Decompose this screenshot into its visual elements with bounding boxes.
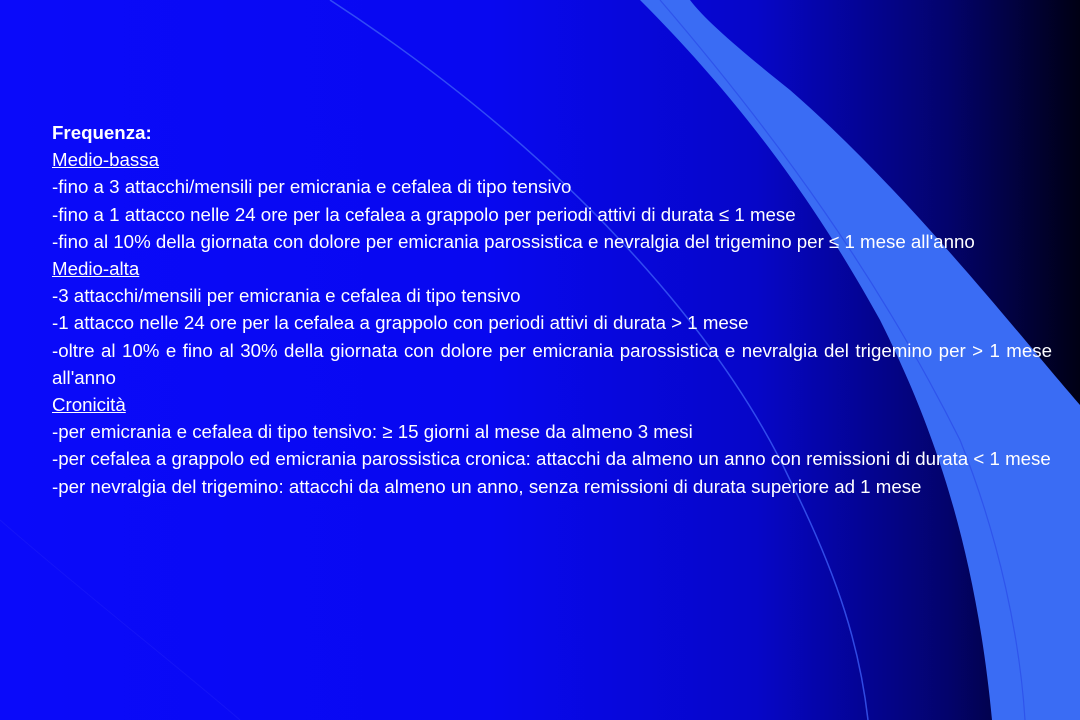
list-item: -fino a 1 attacco nelle 24 ore per la cefalea a grappolo per periodi attivi di durata ≤ 1 mese: [52, 203, 796, 225]
section-title-cronicita: Cronicità: [52, 394, 126, 416]
list-item: -3 attacchi/mensili per emicrania e cefalea di tipo tensivo: [52, 285, 521, 307]
slide-text: [52, 119, 1052, 500]
list-item: -per nevralgia del trigemino: attacchi da almeno un anno, senza remissioni di durata superiore ad 1 mese: [52, 475, 922, 497]
list-item: -oltre al 10% e fino al 30% della giornata con dolore per emicrania parossistica e nevralgia del trigemino per > 1 mese all'anno: [52, 339, 1052, 388]
section-title-medio-alta: Medio-alta: [52, 258, 140, 280]
left-arc-line: [0, 520, 240, 720]
section-title-medio-bassa: Medio-bassa: [52, 149, 159, 171]
slide-heading: Frequenza:: [52, 122, 152, 143]
list-item: -1 attacco nelle 24 ore per la cefalea a grappolo con periodi attivi di durata > 1 mese: [52, 312, 749, 334]
list-item: -per emicrania e cefalea di tipo tensivo: ≥ 15 giorni al mese da almeno 3 mesi: [52, 421, 693, 443]
list-item: -fino al 10% della giornata con dolore per emicrania parossistica e nevralgia del trigemino per ≤ 1 mese all'anno: [52, 230, 975, 252]
list-item: -fino a 3 attacchi/mensili per emicrania e cefalea di tipo tensivo: [52, 176, 572, 198]
list-item: -per cefalea a grappolo ed emicrania parossistica cronica: attacchi da almeno un anno con remissioni di durata < 1 mese: [52, 448, 1051, 470]
